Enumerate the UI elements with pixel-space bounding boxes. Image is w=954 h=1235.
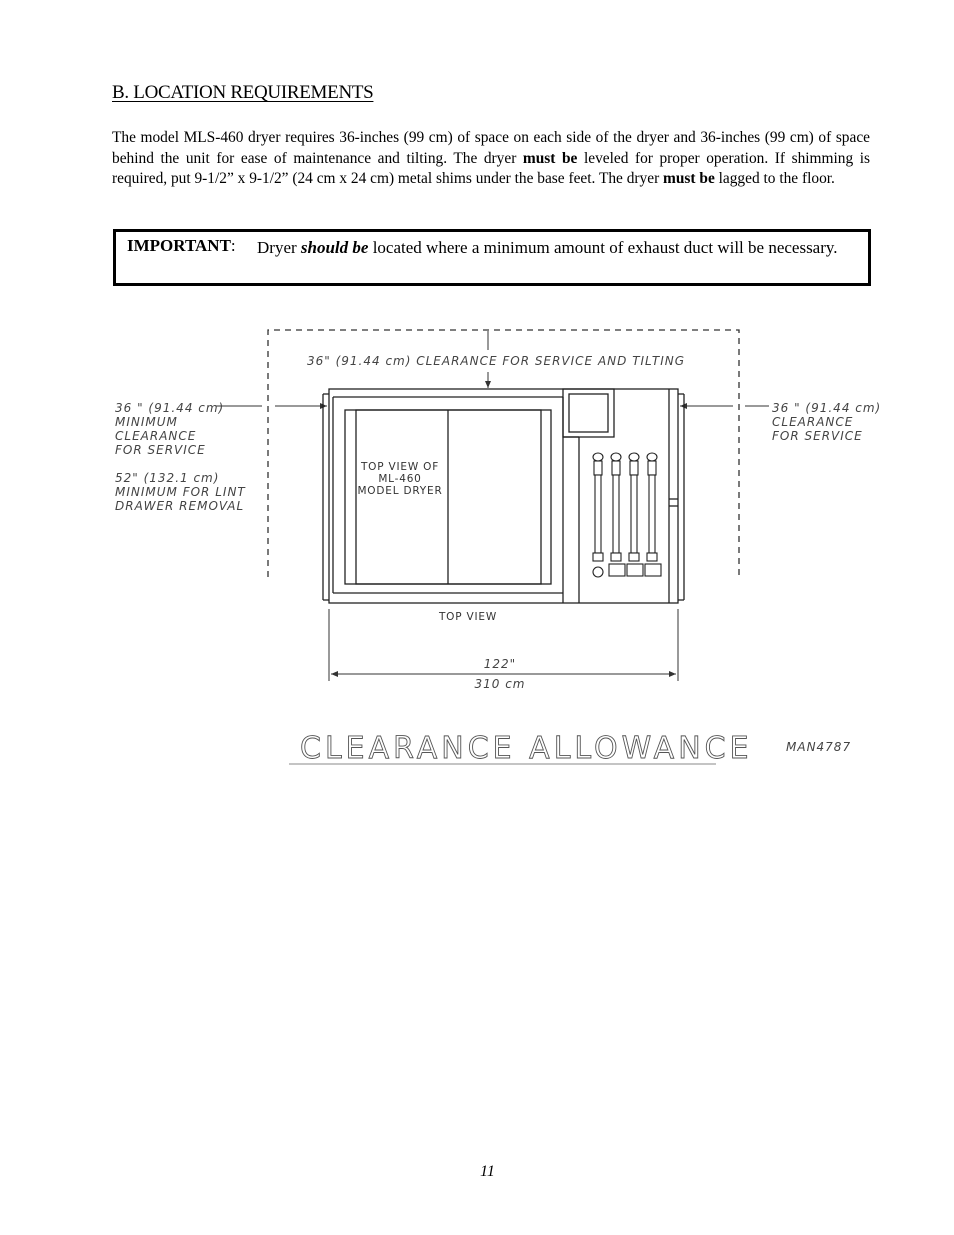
svg-text:DRAWER REMOVAL: DRAWER REMOVAL [115,499,245,513]
svg-text:MINIMUM: MINIMUM [115,415,178,429]
svg-text:CLEARANCE: CLEARANCE [772,415,854,429]
diagram-caption: CLEARANCE ALLOWANCE [300,731,753,766]
page-number: 11 [480,1163,495,1180]
section-heading: B. LOCATION REQUIREMENTS [112,82,374,103]
svg-text:TOP VIEW OF: TOP VIEW OF [360,461,440,473]
svg-text:MINIMUM FOR LINT: MINIMUM FOR LINT [115,485,246,499]
width-cm: 310 cm [474,677,526,691]
svg-text:MODEL DRYER: MODEL DRYER [357,485,443,497]
svg-text:FOR SERVICE: FOR SERVICE [772,429,863,443]
important-text: Dryer should be located where a minimum amount of exhaust duct will be necessary. [257,238,838,257]
lint-drawer-clearance-text [115,471,246,513]
svg-text:36 " (91.44 cm): 36 " (91.44 cm) [772,401,882,415]
svg-text:36 " (91.44 cm): 36 " (91.44 cm) [115,401,225,415]
pipe-3 [627,453,643,576]
important-label: IMPORTANT: [127,236,236,255]
pipe-1 [593,453,603,577]
pipe-2 [609,453,625,576]
drawing-id: MAN4787 [786,740,852,754]
top-view-label: TOP VIEW [438,611,498,623]
svg-text:CLEARANCE: CLEARANCE [115,429,197,443]
svg-text:52" (132.1 cm): 52" (132.1 cm) [115,471,220,485]
svg-text:ML-460: ML-460 [378,473,422,485]
svg-text:FOR SERVICE: FOR SERVICE [115,443,206,457]
left-clearance-text [115,401,224,457]
pipe-4 [645,453,661,576]
location-paragraph: The model MLS-460 dryer requires 36-inches (99 cm) of space on each side of the dryer and 36-inches (99 cm) of space behind the unit for ease of maintenance and tilting. The dryer must be leveled for proper operation. If shimming is required, put 9-1/2” x 9-1/2” (24 cm x 24 cm) metal shims under the base feet. The dryer must be lagged to the floor. [112,129,871,187]
right-clearance-text [772,401,881,443]
width-inches: 122" [483,657,517,671]
utility-pipes [593,453,661,577]
rear-clearance-label: 36" (91.44 cm) CLEARANCE FOR SERVICE AND TILTING [307,354,686,368]
dryer-label [357,461,442,497]
